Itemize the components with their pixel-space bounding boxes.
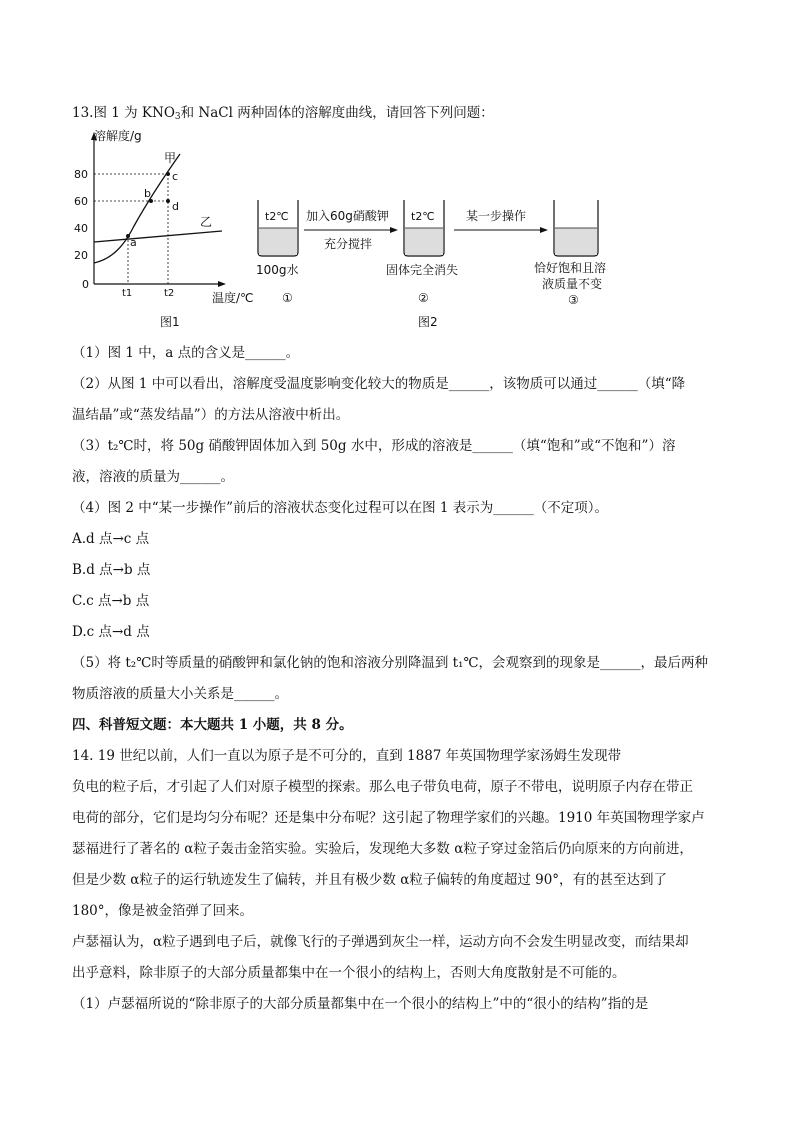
figure1-caption: 图1 [160,315,180,329]
q14-part1: （1）卢瑟福所说的“除非原子的大部分质量都集中在一个很小的结构上”中的“很小的结构”指的是 [72,996,649,1012]
q13-option-a: A.d 点→c 点 [72,531,150,547]
figure2-caption: 图2 [418,315,438,329]
beaker3-label-line2: 液质量不变 [542,277,603,291]
point-d-label: d [172,200,179,213]
q13-part5-line1: （5）将 t₂℃时等质量的硝酸钾和氯化钠的饱和溶液分别降温到 t₁℃，会观察到的现象是______，最后两种 [72,655,709,671]
beaker-2 [404,200,444,256]
q14-p1-line3: 电荷的部分，它们是均匀分布呢？还是集中分布呢？这引起了物理学家们的兴趣。1910 年英国物理学家卢 [72,810,705,826]
q13-option-b: B.d 点→b 点 [72,562,151,578]
q13-option-d: D.c 点→d 点 [72,624,150,640]
curve-yi-label: 乙 [200,215,213,229]
q13-part2-line1: （2）从图 1 中可以看出，溶解度受温度影响变化较大的物质是______，该物质可以通过______（填“降 [72,376,686,392]
y-tick-20: 20 [74,249,88,262]
q13-part4: （4）图 2 中“某一步操作”前后的溶液状态变化过程可以在图 1 表示为______（不定项）。 [72,500,608,516]
q14-p1-line1: 14. 19 世纪以前，人们一直以为原子是不可分的，直到 1887 年英国物理学家汤姆生发现带 [72,748,622,764]
y-tick-60: 60 [74,195,88,208]
beaker-1 [258,200,298,256]
curve-jia [94,154,180,263]
figure1-solubility-chart [74,128,254,329]
x-tick-t1: t1 [122,288,133,299]
q13-part3-line2: 液，溶液的质量为______。 [72,469,234,485]
q14-p1-line2: 负电的粒子后，才引起了人们对原子模型的探索。那么电子带负电荷，原子不带电，说明原子内存在带正 [72,779,693,795]
beaker1-number: ① [282,291,293,305]
arrow2-top-label: 某一步操作 [466,209,527,223]
beaker3-label-line1: 恰好饱和且溶 [534,261,607,275]
q13-intro-subscript: 3 [174,112,181,122]
point-c-label: c [172,170,179,183]
beaker2-number: ② [418,291,429,305]
y-tick-0: 0 [82,278,89,291]
x-axis-arrow [218,281,226,287]
q14-p2-line1: 卢瑟福认为，α粒子遇到电子后，就像飞行的子弹遇到灰尘一样，运动方向不会发生明显改变，而结果却 [72,934,689,950]
beaker2-temp: t2℃ [411,210,435,223]
arrow1-top-label: 加入60g硝酸钾 [306,209,389,223]
section4-heading: 四、科普短文题：本大题共 1 小题，共 8 分。 [72,717,353,733]
q13-part1: （1）图 1 中，a 点的含义是______。 [72,345,300,361]
q13-intro-text: 13.图 1 为 KNO [72,105,175,121]
q13-intro-text-2: 和 NaCl 两种固体的溶解度曲线，请回答下列问题： [180,105,494,121]
y-tick-80: 80 [74,168,88,181]
beaker1-temp: t2℃ [265,210,289,223]
point-c [166,172,170,176]
q14-p1-line4: 瑟福进行了著名的 α粒子轰击金箔实验。实验后，发现绝大多数 α粒子穿过金箔后仍向原来的方向前进， [72,841,693,857]
x-tick-t2: t2 [164,288,175,299]
q13-part5-line2: 物质溶液的质量大小关系是______。 [72,686,288,702]
curve-jia-label: 甲 [164,151,177,165]
q14-p1-line5: 但是少数 α粒子的运行轨迹发生了偏转，并且有极少数 α粒子偏转的角度超过 90°，有的甚至达到了 [72,872,668,888]
q13-option-c: C.c 点→b 点 [72,593,150,609]
q14-p1-line6: 180°，像是被金箔弹了回来。 [72,903,254,919]
beaker2-label: 固体完全消失 [386,263,459,277]
curve-yi [94,231,222,242]
arrow1-bottom-label: 充分搅拌 [324,237,373,251]
point-a-label: a [130,236,137,249]
point-d [166,199,170,203]
y-tick-40: 40 [74,222,88,235]
beaker-3 [554,200,598,256]
solubility-figures [72,126,732,336]
q14-p2-line2: 出乎意料，除非原子的大部分质量都集中在一个很小的结构上，否则大角度散射是不可能的。 [72,965,626,981]
y-axis-label: 溶解度/g [94,129,142,143]
q13-part3-line1: （3）t₂℃时，将 50g 硝酸钾固体加入到 50g 水中，形成的溶液是______（填“饱和”或“不饱和”）溶 [72,438,676,454]
q13-intro [72,104,494,126]
q13-part2-line2: 温结晶”或“蒸发结晶”）的方法从溶液中析出。 [72,407,350,423]
x-axis-label: 温度/℃ [212,291,254,305]
figure2-process [256,200,606,329]
beaker1-label: 100g水 [256,263,299,277]
beaker3-number: ③ [568,293,579,307]
point-b-label: b [144,187,151,200]
